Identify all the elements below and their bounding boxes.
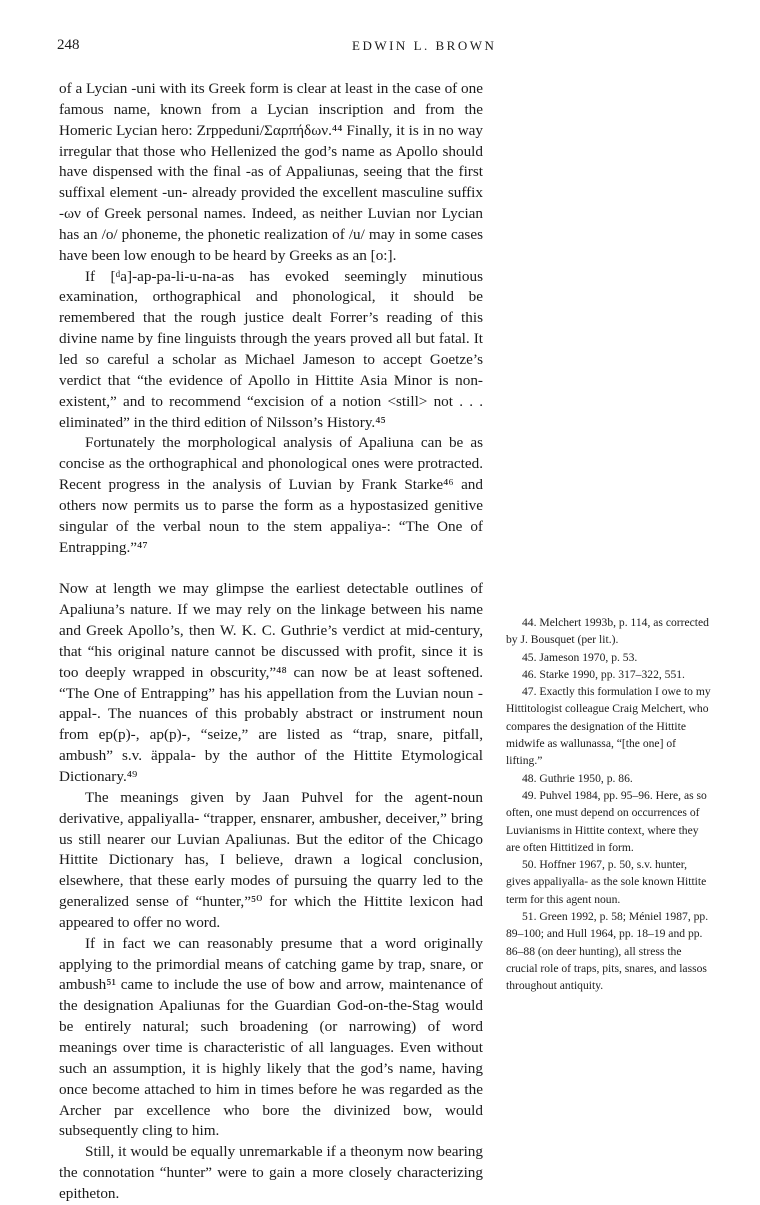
footnotes-column [506, 614, 712, 995]
footnote: 49. Puhvel 1984, pp. 95–96. Here, as so often, one must depend on occurrences of Luvianisms in Hittite context, where they are often Hittitized in form. [506, 788, 707, 854]
footnote: 50. Hoffner 1967, p. 50, s.v. hunter, gives appaliyalla- as the sole known Hittite term for this agent noun. [506, 858, 707, 906]
footnote: 47. Exactly this formulation I owe to my Hittitologist colleague Craig Melchert, who compares the designation of the Hittite midwife as wallunassa, “[the one] of lifting.” [506, 685, 711, 768]
footnote: 51. Green 1992, p. 58; Méniel 1987, pp. 89–100; and Hull 1964, pp. 18–19 and pp. 86–88 (on deer hunting), all stress the crucial role of traps, pits, snares, and lassos throughout antiquity. [506, 910, 709, 993]
footnote: 48. Guthrie 1950, p. 86. [522, 771, 633, 785]
page-number: 248 [57, 37, 80, 53]
body-paragraph: Still, it would be equally unremarkable if a theonym now bearing the connotation “hunter” were to gain a more closely characterizing epitheton. [59, 1143, 483, 1202]
body-paragraph: If in fact we can reasonably presume that a word originally applying to the primordial means of catching game by trap, snare, or ambush⁵¹ came to include the use of bow and arrow, maintenance of the designation Apaliunas for the Guardian God-on-the-Stag would be entirely natural; such broadening (or narrowing) of word meanings over time is characteristic of all languages. Even without such an assumption, it is highly likely that the god’s name, having once become attached to him in times before he was regarded as the Archer par excellence who bore the divinized bow, would subsequently cling to him. [59, 934, 483, 1140]
body-paragraph: If [ᵈa]-ap-pa-li-u-na-as has evoked seemingly minutious examination, orthographical and phonological, it should be remembered that the rough justice dealt Forrer’s reading of this divine name by fine linguists through the years proved all but fatal. It led so careful a scholar as Michael Jameson to accept Goetze’s verdict that “the evidence of Apollo in Hittite Asia Minor is non-existent,” and to recommend “excision of a notion <still> not . . . eliminated” in the third edition of Nilsson’s History.⁴⁵ [59, 267, 483, 431]
body-paragraph: Fortunately the morphological analysis of Apaliuna can be as concise as the orthographical and phonological ones were protracted. Recent progress in the analysis of Luvian by Frank Starke⁴⁶ and others now permits us to parse the form as a hypostasized genitive singular of the verbal noun to the stem appaliya-: “The One of Entrapping.”⁴⁷ [59, 434, 483, 556]
running-head: EDWIN L. BROWN [352, 38, 497, 53]
body-paragraph: Now at length we may glimpse the earliest detectable outlines of Apaliuna’s nature. If we may rely on the linkage between his name and Greek Apollo’s, then W. K. C. Guthrie’s verdict at mid-century, that “his original nature cannot be discussed with profit, since it is too deeply wrapped in obscurity,”⁴⁸ can now be at least softened. “The One of Entrapping” has his appellation from the Luvian noun -appal-. The nuances of this probably abstract or instrument noun from ep(p)-, ap(p)-, “seize,” are listed as “trap, snare, pitfall, ambush” s.v. äppala- by the author of the Hittite Etymological Dictionary.⁴⁹ [59, 580, 483, 785]
footnote: 46. Starke 1990, pp. 317–322, 551. [522, 667, 685, 681]
main-text-column [59, 79, 483, 1205]
footnote: 44. Melchert 1993b, p. 114, as corrected by J. Bousquet (per lit.). [506, 616, 709, 647]
body-paragraph: The meanings given by Jaan Puhvel for the agent-noun derivative, appaliyalla- “trapper, ensnarer, ambusher, deceiver,” bring us still nearer our Luvian Apaliunas. But the editor of the Chicago Hittite Dictionary has, I believe, drawn a logical conclusion, elsewhere, that these early modes of pursuing the quarry led to the generalized sense of “hunter,”⁵⁰ for which the Hittite lexicon had appeared to offer no word. [59, 788, 483, 931]
footnote: 45. Jameson 1970, p. 53. [522, 650, 638, 664]
body-paragraph: of a Lycian -uni with its Greek form is clear at least in the case of one famous name, known from a Lycian inscription and from the Homeric Lycian hero: Zrppeduni/Σαρπήδων.⁴⁴ Finally, it is in no way irregular that those who Hellenized the god’s name as Apollo should have dispensed with the final -as of Appaliunas, seeing that the first suffixal element -un- already provided the excellent masculine suffix -ων of Greek personal names. Indeed, as neither Luvian nor Lycian has an /o/ phoneme, the phonetic realization of /u/ may in some cases have been low enough to be heard by Greeks as an [o:]. [59, 80, 483, 264]
